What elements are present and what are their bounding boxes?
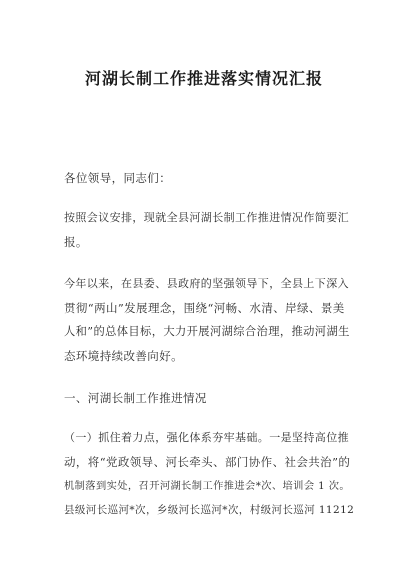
overview-line: 今年以来，在县委、县政府的坚强领导下，全县上下深入: [64, 277, 349, 290]
section-body-line: 县级河长巡河*次，乡级河长巡河*次，村级河长巡河 11212: [64, 504, 355, 516]
section-body-paragraph: [64, 426, 354, 522]
overview-paragraph: [64, 272, 354, 368]
section-heading-text: 一、河湖长制工作推进情况: [64, 391, 207, 405]
overview-line: 态环境持续改善向好。: [64, 349, 183, 363]
intro-line: 按照会议安排，现就全县河湖长制工作推进情况作简要汇: [64, 211, 349, 224]
overview-line: 人和”的总体目标，大力开展河湖综合治理，推动河湖生: [64, 325, 350, 338]
section-heading: [64, 386, 354, 410]
intro-paragraph: [64, 206, 354, 254]
salutation: [64, 166, 354, 190]
section-body-line: 机制落到实处，召开河湖长制工作推进会*次、培训会 1 次。: [64, 480, 351, 492]
section-body-line: （一）抓住着力点，强化体系夯牢基础。一是坚持高位推: [64, 431, 349, 444]
document-title: 河湖长制工作推进落实情况汇报: [84, 69, 323, 88]
intro-line: 报。: [64, 235, 88, 249]
overview-line: 贯彻“两山”发展理念，围绕“河畅、水清、岸绿、景美: [64, 301, 345, 315]
salutation-text: 各位领导，同志们：: [64, 171, 172, 185]
section-body-line: 动，将“党政领导、河长牵头、部门协作、社会共治”的: [64, 455, 351, 469]
